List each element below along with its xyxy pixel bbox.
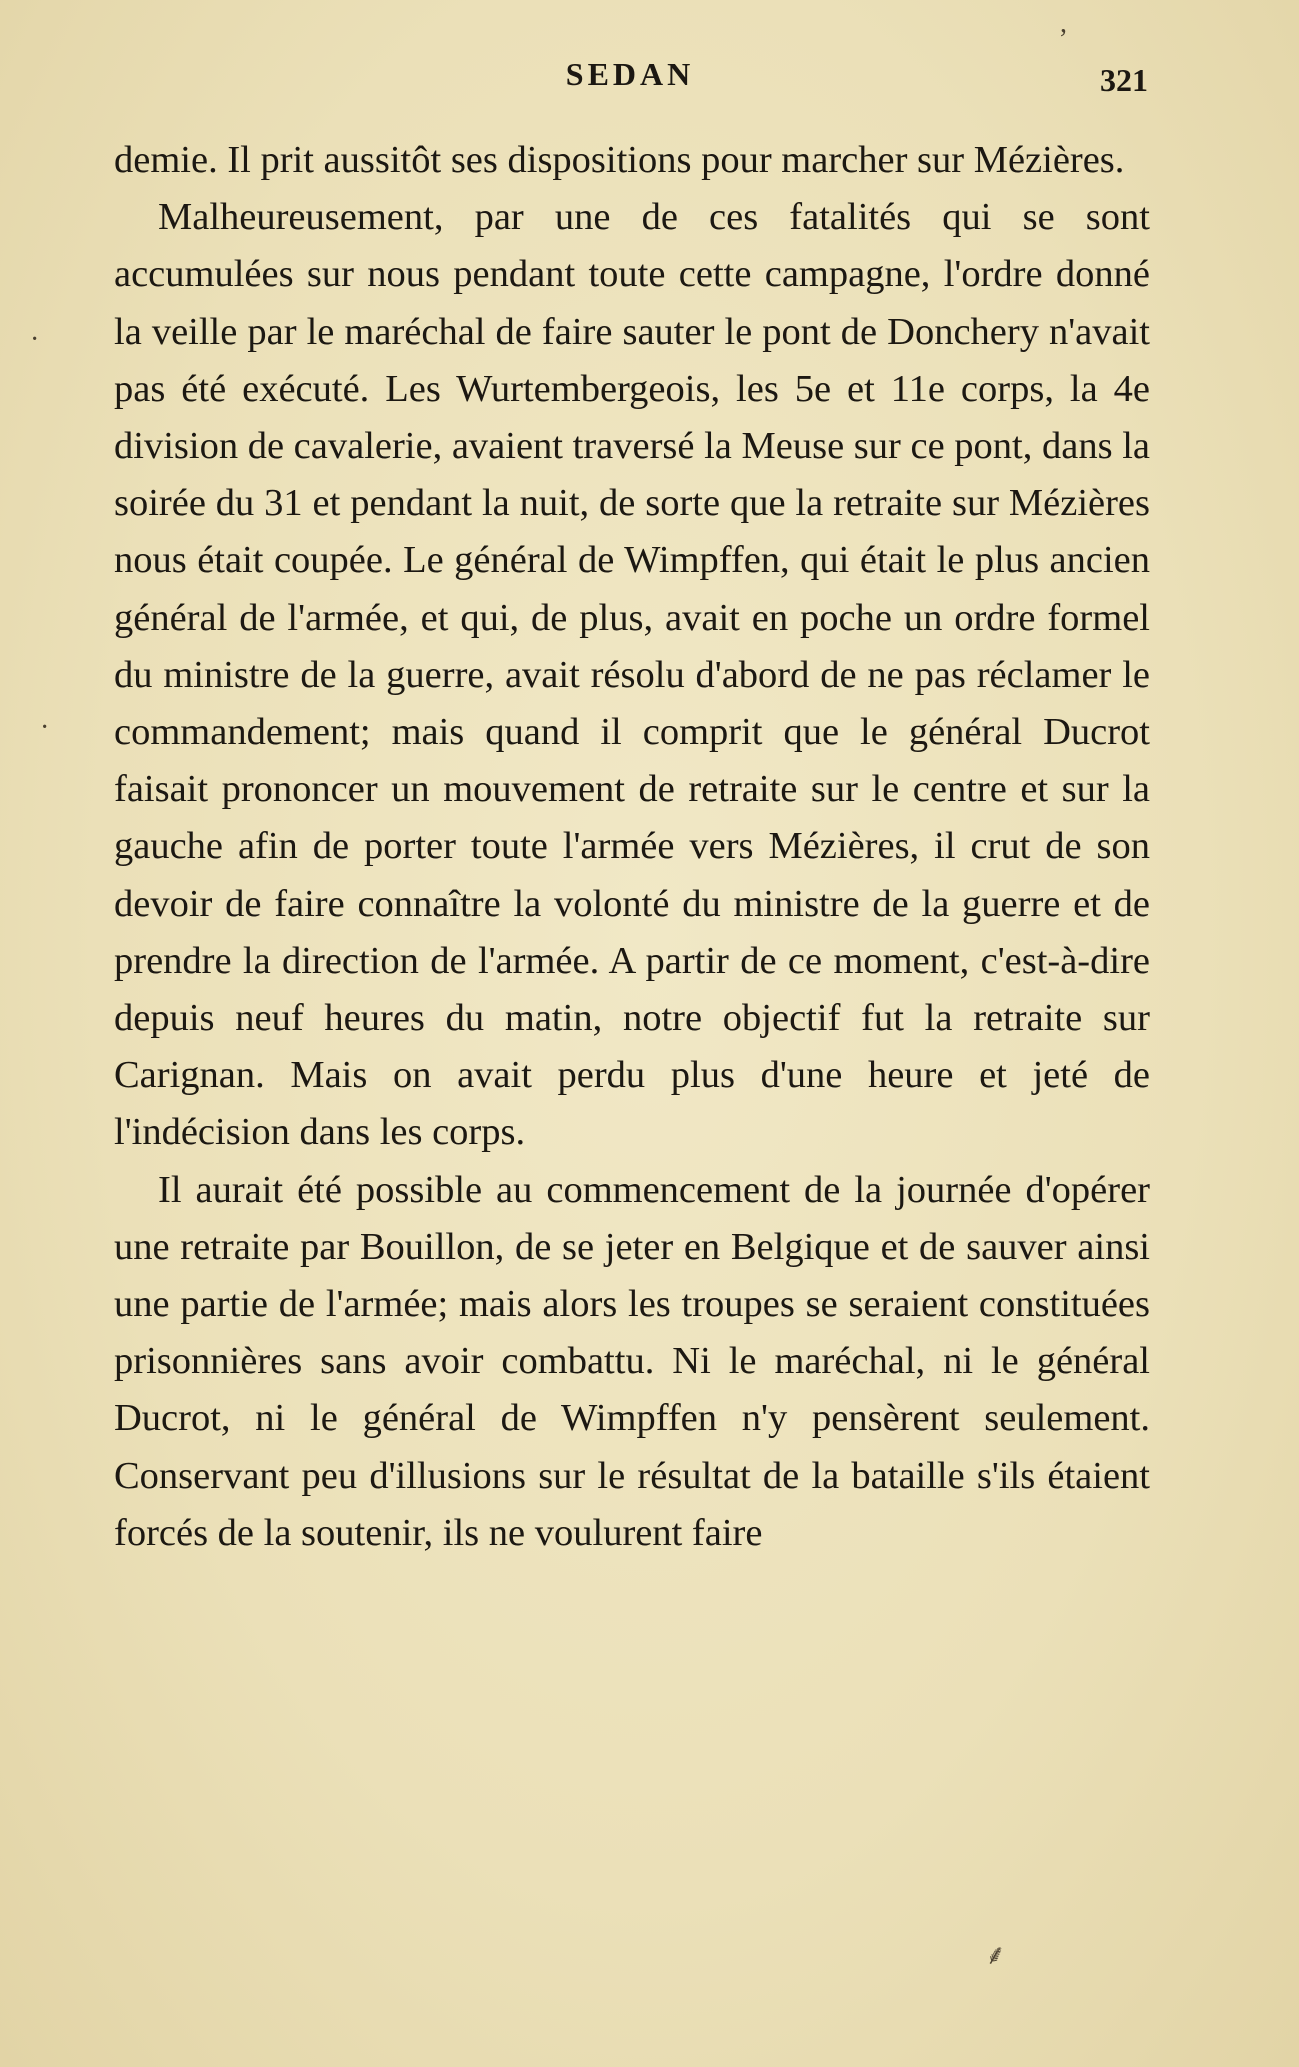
paragraph-donchery-bridge: Malheureusement, par une de ces fatalités qui se sont accumulées sur nous pendant toute cette campagne, l'ordre donné la veille par le maréchal de faire sauter le pont de Donchery n'avait pas été exécuté. Les Wurtembergeois, les 5e et 11e corps, la 4e division de cavalerie, avaient traversé la Meuse sur ce pont, dans la soirée du 31 et pendant la nuit, de sorte que la retraite sur Mézières nous était coupée. Le général de Wimpffen, qui était le plus ancien général de l'armée, et qui, de plus, avait en poche un ordre formel du ministre de la guerre, avait résolu d'abord de ne pas réclamer le commandement; mais quand il comprit que le général Ducrot faisait prononcer un mouvement de retraite sur le centre et sur la gauche afin de porter toute l'armée vers Mézières, il crut de son devoir de faire connaître la volonté du ministre de la guerre et de prendre la direction de l'armée. A partir de ce moment, c'est-à-dire depuis neuf heures du matin, notre objectif fut la retraite sur Carignan. Mais on avait perdu plus d'une heure et jeté de l'indécision dans les corps. — [114, 196, 1150, 1154]
paragraph-retreat-bouillon: Il aurait été possible au commencement de la journée d'opérer une retraite par Bouillon, de se jeter en Belgique et de sauver ainsi une partie de l'armée; mais alors les troupes se seraient constituées prisonnières sans avoir combattu. Ni le maréchal, ni le général Ducrot, ni le général de Wimpffen n'y pensèrent seulement. Conservant peu d'illusions sur le résultat de la bataille s'ils étaient forcés de la soutenir, ils ne voulurent faire — [114, 1168, 1150, 1554]
stray-mark: , — [1060, 8, 1067, 39]
margin-speck: · — [30, 324, 40, 355]
paragraph-continuation: demie. Il prit aussitôt ses dispositions pour marcher sur Mézières. — [114, 139, 1125, 181]
page-number: 321 — [1100, 62, 1148, 98]
signature-mark: ⸙ — [985, 1940, 1007, 1971]
running-title: SEDAN — [565, 56, 695, 92]
body-text — [114, 132, 1150, 1562]
running-header — [112, 56, 1148, 106]
margin-speck: · — [40, 712, 50, 743]
